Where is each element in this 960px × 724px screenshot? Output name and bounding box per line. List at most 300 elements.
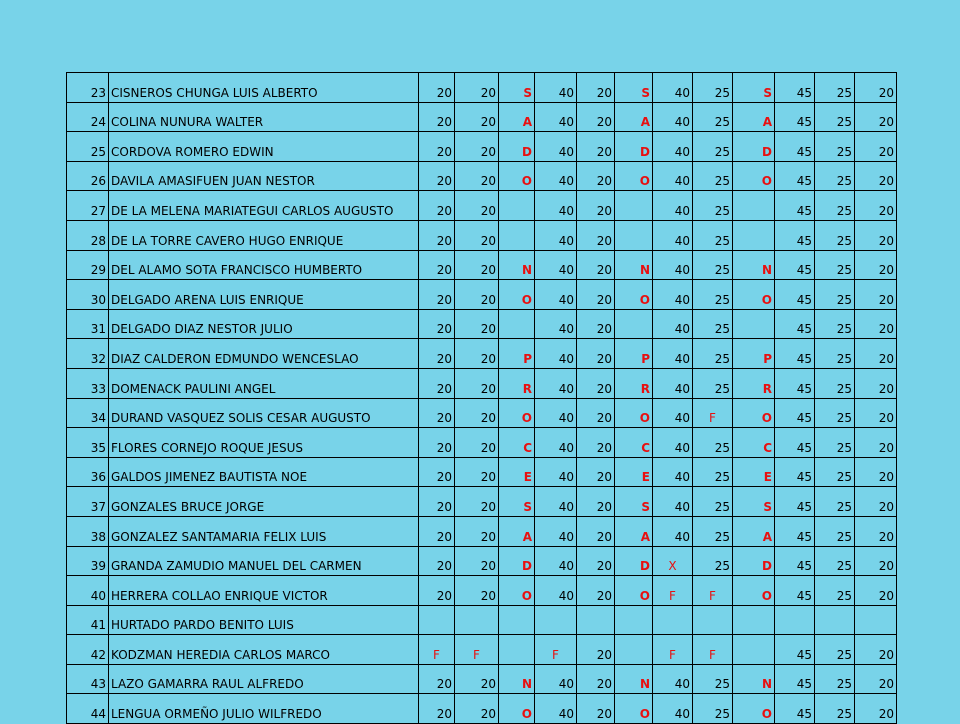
grade-cell: 25 (815, 368, 855, 398)
grade-cell: 20 (419, 191, 455, 221)
grade-cell: 40 (653, 220, 693, 250)
grade-cell: 20 (419, 339, 455, 369)
grade-cell: 20 (855, 398, 897, 428)
grade-cell: 20 (419, 73, 455, 103)
grade-cell: 25 (815, 576, 855, 606)
status-letter-cell: O (733, 398, 775, 428)
table-row (67, 191, 897, 221)
grade-cell (577, 605, 615, 635)
table-row (67, 339, 897, 369)
student-name: DELGADO DIAZ NESTOR JULIO (109, 309, 419, 339)
grade-cell: 20 (855, 220, 897, 250)
grade-cell: 40 (535, 546, 577, 576)
table-row (67, 694, 897, 724)
grade-cell: 20 (455, 457, 499, 487)
grade-cell: 20 (455, 132, 499, 162)
grade-cell: 20 (855, 546, 897, 576)
grade-cell: 20 (419, 250, 455, 280)
status-letter-cell: S (733, 487, 775, 517)
grade-cell: 45 (775, 428, 815, 458)
grade-cell: 20 (455, 191, 499, 221)
status-letter-cell: N (733, 664, 775, 694)
grade-cell: 45 (775, 132, 815, 162)
status-letter-cell: D (499, 546, 535, 576)
student-name: GONZALEZ SANTAMARIA FELIX LUIS (109, 516, 419, 546)
grade-cell: 25 (693, 487, 733, 517)
grade-cell: 20 (855, 280, 897, 310)
status-letter-cell: A (499, 516, 535, 546)
grade-cell: 20 (577, 132, 615, 162)
status-letter-cell (733, 220, 775, 250)
grade-cell: 20 (455, 664, 499, 694)
grade-cell: 45 (775, 576, 815, 606)
grade-cell: 20 (577, 516, 615, 546)
grade-cell: 20 (455, 73, 499, 103)
grade-cell: 25 (693, 191, 733, 221)
status-letter-cell: P (499, 339, 535, 369)
grade-cell: 40 (535, 576, 577, 606)
status-letter-cell: O (733, 161, 775, 191)
status-letter-cell (615, 220, 653, 250)
table-row (67, 102, 897, 132)
status-letter-cell (499, 191, 535, 221)
grade-cell: 25 (693, 694, 733, 724)
status-letter-cell: C (733, 428, 775, 458)
student-name: LENGUA ORMEÑO JULIO WILFREDO (109, 694, 419, 724)
grade-cell: 25 (815, 487, 855, 517)
grade-cell: 25 (693, 102, 733, 132)
grade-cell: 20 (455, 694, 499, 724)
grade-cell: 40 (535, 487, 577, 517)
grade-cell (419, 605, 455, 635)
table-row (67, 161, 897, 191)
grade-cell: 20 (455, 102, 499, 132)
grade-cell: 20 (455, 161, 499, 191)
grade-cell: 20 (855, 576, 897, 606)
grade-cell: F (693, 398, 733, 428)
table-row (67, 73, 897, 103)
table-row (67, 664, 897, 694)
grade-cell: 20 (455, 428, 499, 458)
grade-cell: 20 (855, 339, 897, 369)
grade-cell: 25 (693, 339, 733, 369)
status-letter-cell: O (499, 161, 535, 191)
status-letter-cell: R (615, 368, 653, 398)
grade-cell: 40 (653, 487, 693, 517)
grade-cell: 20 (577, 546, 615, 576)
grade-cell: 40 (535, 428, 577, 458)
row-number: 40 (67, 576, 109, 606)
grade-cell: 20 (419, 546, 455, 576)
row-number: 31 (67, 309, 109, 339)
grade-cell: 20 (455, 250, 499, 280)
grade-cell (775, 605, 815, 635)
grade-cell: 45 (775, 309, 815, 339)
grade-cell: 25 (693, 428, 733, 458)
status-letter-cell: A (499, 102, 535, 132)
grade-cell: 40 (653, 339, 693, 369)
status-letter-cell: O (733, 576, 775, 606)
status-letter-cell: O (615, 694, 653, 724)
status-letter-cell: O (499, 398, 535, 428)
grade-cell: 25 (693, 73, 733, 103)
grade-cell: 25 (815, 280, 855, 310)
grade-cell: 20 (419, 398, 455, 428)
grade-cell: 25 (693, 280, 733, 310)
grade-cell: 40 (535, 161, 577, 191)
grade-cell: 45 (775, 161, 815, 191)
status-letter-cell (615, 605, 653, 635)
status-letter-cell: O (615, 280, 653, 310)
row-number: 36 (67, 457, 109, 487)
grade-cell: 20 (577, 220, 615, 250)
table-row (67, 487, 897, 517)
status-letter-cell (499, 220, 535, 250)
grade-cell: 40 (535, 398, 577, 428)
student-name: DELGADO ARENA LUIS ENRIQUE (109, 280, 419, 310)
grade-cell: 40 (535, 309, 577, 339)
grade-cell: 40 (535, 280, 577, 310)
grade-cell: 20 (855, 191, 897, 221)
grade-cell: 25 (815, 398, 855, 428)
student-name: KODZMAN HEREDIA CARLOS MARCO (109, 635, 419, 665)
row-number: 27 (67, 191, 109, 221)
grade-cell: 20 (855, 635, 897, 665)
status-letter-cell (733, 191, 775, 221)
table-row (67, 398, 897, 428)
grade-cell: 20 (577, 428, 615, 458)
student-name: DOMENACK PAULINI ANGEL (109, 368, 419, 398)
grade-cell: 25 (693, 368, 733, 398)
grade-cell: 25 (693, 457, 733, 487)
student-name: DIAZ CALDERON EDMUNDO WENCESLAO (109, 339, 419, 369)
table-row (67, 368, 897, 398)
grade-cell: 25 (693, 309, 733, 339)
grade-cell: 20 (419, 516, 455, 546)
grade-cell: F (535, 635, 577, 665)
status-letter-cell: E (733, 457, 775, 487)
grade-cell: 45 (775, 280, 815, 310)
row-number: 29 (67, 250, 109, 280)
grade-cell (455, 605, 499, 635)
grade-cell: 20 (577, 576, 615, 606)
row-number: 38 (67, 516, 109, 546)
grades-table (66, 72, 897, 724)
grade-cell: 40 (653, 309, 693, 339)
grade-cell: 40 (535, 368, 577, 398)
row-number: 43 (67, 664, 109, 694)
grades-body (67, 73, 897, 724)
grade-cell: 25 (693, 546, 733, 576)
student-name: HURTADO PARDO BENITO LUIS (109, 605, 419, 635)
grade-cell: 25 (815, 428, 855, 458)
grade-cell: 45 (775, 664, 815, 694)
status-letter-cell: O (615, 398, 653, 428)
row-number: 32 (67, 339, 109, 369)
row-number: 33 (67, 368, 109, 398)
grade-cell: 40 (653, 250, 693, 280)
grade-cell: 20 (577, 339, 615, 369)
grade-cell: 40 (535, 73, 577, 103)
status-letter-cell: R (733, 368, 775, 398)
grade-cell: 20 (419, 576, 455, 606)
grade-cell: F (419, 635, 455, 665)
grade-cell: 45 (775, 487, 815, 517)
grade-cell: F (693, 635, 733, 665)
status-letter-cell: O (733, 280, 775, 310)
grade-cell: 25 (815, 457, 855, 487)
row-number: 28 (67, 220, 109, 250)
grade-cell: 20 (419, 487, 455, 517)
row-number: 42 (67, 635, 109, 665)
status-letter-cell: P (615, 339, 653, 369)
grade-cell: F (653, 635, 693, 665)
grade-cell: 20 (577, 102, 615, 132)
table-row (67, 250, 897, 280)
grade-cell: 40 (535, 102, 577, 132)
grade-cell: 20 (855, 487, 897, 517)
status-letter-cell: E (499, 457, 535, 487)
status-letter-cell: N (499, 664, 535, 694)
grade-cell: 45 (775, 102, 815, 132)
grade-cell: 40 (535, 250, 577, 280)
grade-cell: 20 (577, 664, 615, 694)
grade-cell: 45 (775, 191, 815, 221)
student-name: GONZALES BRUCE JORGE (109, 487, 419, 517)
status-letter-cell: N (733, 250, 775, 280)
status-letter-cell: R (499, 368, 535, 398)
grade-cell (693, 605, 733, 635)
grade-cell: 20 (577, 368, 615, 398)
row-number: 39 (67, 546, 109, 576)
table-row (67, 309, 897, 339)
student-name: DE LA MELENA MARIATEGUI CARLOS AUGUSTO (109, 191, 419, 221)
student-name: GALDOS JIMENEZ BAUTISTA NOE (109, 457, 419, 487)
grade-cell: 20 (577, 457, 615, 487)
student-name: DURAND VASQUEZ SOLIS CESAR AUGUSTO (109, 398, 419, 428)
table-row (67, 457, 897, 487)
grade-cell: 20 (855, 428, 897, 458)
grade-cell: 20 (455, 220, 499, 250)
row-number: 44 (67, 694, 109, 724)
student-name: LAZO GAMARRA RAUL ALFREDO (109, 664, 419, 694)
row-number: 30 (67, 280, 109, 310)
grade-cell: 20 (419, 102, 455, 132)
grade-cell: 40 (653, 191, 693, 221)
table-row (67, 635, 897, 665)
grade-cell: 20 (419, 132, 455, 162)
grade-cell: 20 (455, 487, 499, 517)
student-name: CISNEROS CHUNGA LUIS ALBERTO (109, 73, 419, 103)
grade-cell: 20 (577, 487, 615, 517)
grade-cell: 40 (653, 428, 693, 458)
grade-cell: 25 (693, 132, 733, 162)
status-letter-cell: A (733, 102, 775, 132)
status-letter-cell: O (499, 694, 535, 724)
grade-cell: 20 (419, 309, 455, 339)
grade-cell: F (693, 576, 733, 606)
grade-cell: 25 (815, 339, 855, 369)
grade-cell: 45 (775, 546, 815, 576)
grade-cell: 20 (455, 398, 499, 428)
status-letter-cell: O (499, 280, 535, 310)
grade-cell: 40 (653, 368, 693, 398)
grade-cell: 25 (815, 635, 855, 665)
grade-cell: 20 (419, 220, 455, 250)
status-letter-cell (499, 635, 535, 665)
status-letter-cell: D (499, 132, 535, 162)
status-letter-cell: P (733, 339, 775, 369)
row-number: 37 (67, 487, 109, 517)
status-letter-cell: O (615, 576, 653, 606)
student-name: DE LA TORRE CAVERO HUGO ENRIQUE (109, 220, 419, 250)
grade-cell: 40 (653, 102, 693, 132)
grade-cell: 40 (535, 339, 577, 369)
grade-cell: 25 (815, 546, 855, 576)
grade-cell: 45 (775, 339, 815, 369)
grade-cell: 20 (855, 309, 897, 339)
grade-cell: 20 (577, 635, 615, 665)
grade-cell: 45 (775, 516, 815, 546)
status-letter-cell: D (733, 132, 775, 162)
table-row (67, 132, 897, 162)
status-letter-cell: O (499, 576, 535, 606)
grade-cell: 20 (855, 694, 897, 724)
grade-cell: 25 (693, 516, 733, 546)
grade-cell: 25 (815, 664, 855, 694)
grade-cell: 20 (455, 576, 499, 606)
grade-cell: 20 (577, 161, 615, 191)
status-letter-cell: N (499, 250, 535, 280)
grade-cell: F (653, 576, 693, 606)
grade-cell: 25 (693, 250, 733, 280)
status-letter-cell: D (615, 132, 653, 162)
status-letter-cell: N (615, 664, 653, 694)
status-letter-cell (615, 309, 653, 339)
grade-cell: 20 (577, 73, 615, 103)
grade-cell: 20 (419, 161, 455, 191)
status-letter-cell: D (615, 546, 653, 576)
grade-cell: 40 (535, 694, 577, 724)
grade-cell: 20 (855, 250, 897, 280)
student-name: FLORES CORNEJO ROQUE JESUS (109, 428, 419, 458)
grade-cell (653, 605, 693, 635)
grade-cell: 20 (577, 398, 615, 428)
grade-cell: 20 (855, 516, 897, 546)
status-letter-cell: A (733, 516, 775, 546)
grade-cell: 20 (419, 280, 455, 310)
grade-cell: 20 (855, 457, 897, 487)
grade-cell: 25 (693, 220, 733, 250)
grade-cell: 20 (855, 664, 897, 694)
grade-cell: 20 (455, 280, 499, 310)
grade-cell: 40 (653, 398, 693, 428)
status-letter-cell (615, 191, 653, 221)
grade-cell (535, 605, 577, 635)
grade-cell: 20 (577, 694, 615, 724)
status-letter-cell (499, 605, 535, 635)
student-name: HERRERA COLLAO ENRIQUE VICTOR (109, 576, 419, 606)
grade-cell: 20 (419, 428, 455, 458)
grade-cell: 40 (535, 664, 577, 694)
grade-cell: 25 (815, 250, 855, 280)
grade-cell (815, 605, 855, 635)
status-letter-cell: O (733, 694, 775, 724)
grade-cell: 45 (775, 398, 815, 428)
grade-cell: 40 (653, 73, 693, 103)
grade-cell: 40 (653, 516, 693, 546)
grade-cell: 20 (455, 546, 499, 576)
status-letter-cell: C (499, 428, 535, 458)
table-row (67, 280, 897, 310)
grade-cell: 20 (577, 191, 615, 221)
status-letter-cell: S (615, 73, 653, 103)
grade-cell: 40 (653, 132, 693, 162)
grade-cell: 20 (577, 280, 615, 310)
grade-cell: 20 (855, 73, 897, 103)
grade-cell: 45 (775, 635, 815, 665)
grade-cell: 40 (653, 161, 693, 191)
status-letter-cell (615, 635, 653, 665)
grade-cell: 45 (775, 220, 815, 250)
grade-cell: 40 (653, 664, 693, 694)
student-name: DAVILA AMASIFUEN JUAN NESTOR (109, 161, 419, 191)
status-letter-cell: O (615, 161, 653, 191)
grade-cell: 20 (855, 102, 897, 132)
status-letter-cell: N (615, 250, 653, 280)
status-letter-cell (499, 309, 535, 339)
student-name: CORDOVA ROMERO EDWIN (109, 132, 419, 162)
status-letter-cell: S (499, 487, 535, 517)
grade-cell: 25 (815, 102, 855, 132)
grade-cell: 20 (577, 250, 615, 280)
grade-cell: 25 (693, 161, 733, 191)
grades-sheet (66, 72, 896, 722)
grade-cell: 45 (775, 694, 815, 724)
status-letter-cell (733, 309, 775, 339)
status-letter-cell: A (615, 516, 653, 546)
row-number: 34 (67, 398, 109, 428)
grade-cell: 25 (815, 694, 855, 724)
row-number: 35 (67, 428, 109, 458)
grade-cell: 45 (775, 457, 815, 487)
grade-cell: 25 (693, 664, 733, 694)
grade-cell: 20 (419, 368, 455, 398)
grade-cell: 20 (419, 664, 455, 694)
grade-cell: 40 (535, 220, 577, 250)
row-number: 23 (67, 73, 109, 103)
grade-cell: 25 (815, 220, 855, 250)
table-row (67, 605, 897, 635)
grade-cell: 45 (775, 73, 815, 103)
grade-cell: F (455, 635, 499, 665)
grade-cell: 40 (535, 132, 577, 162)
grade-cell: 25 (815, 309, 855, 339)
grade-cell: 20 (455, 368, 499, 398)
status-letter-cell: S (499, 73, 535, 103)
status-letter-cell: C (615, 428, 653, 458)
student-name: COLINA NUNURA WALTER (109, 102, 419, 132)
student-name: DEL ALAMO SOTA FRANCISCO HUMBERTO (109, 250, 419, 280)
status-letter-cell: A (615, 102, 653, 132)
grade-cell: 45 (775, 368, 815, 398)
grade-cell (855, 605, 897, 635)
grade-cell: 40 (653, 280, 693, 310)
row-number: 41 (67, 605, 109, 635)
grade-cell: 40 (535, 191, 577, 221)
row-number: 24 (67, 102, 109, 132)
student-name: GRANDA ZAMUDIO MANUEL DEL CARMEN (109, 546, 419, 576)
